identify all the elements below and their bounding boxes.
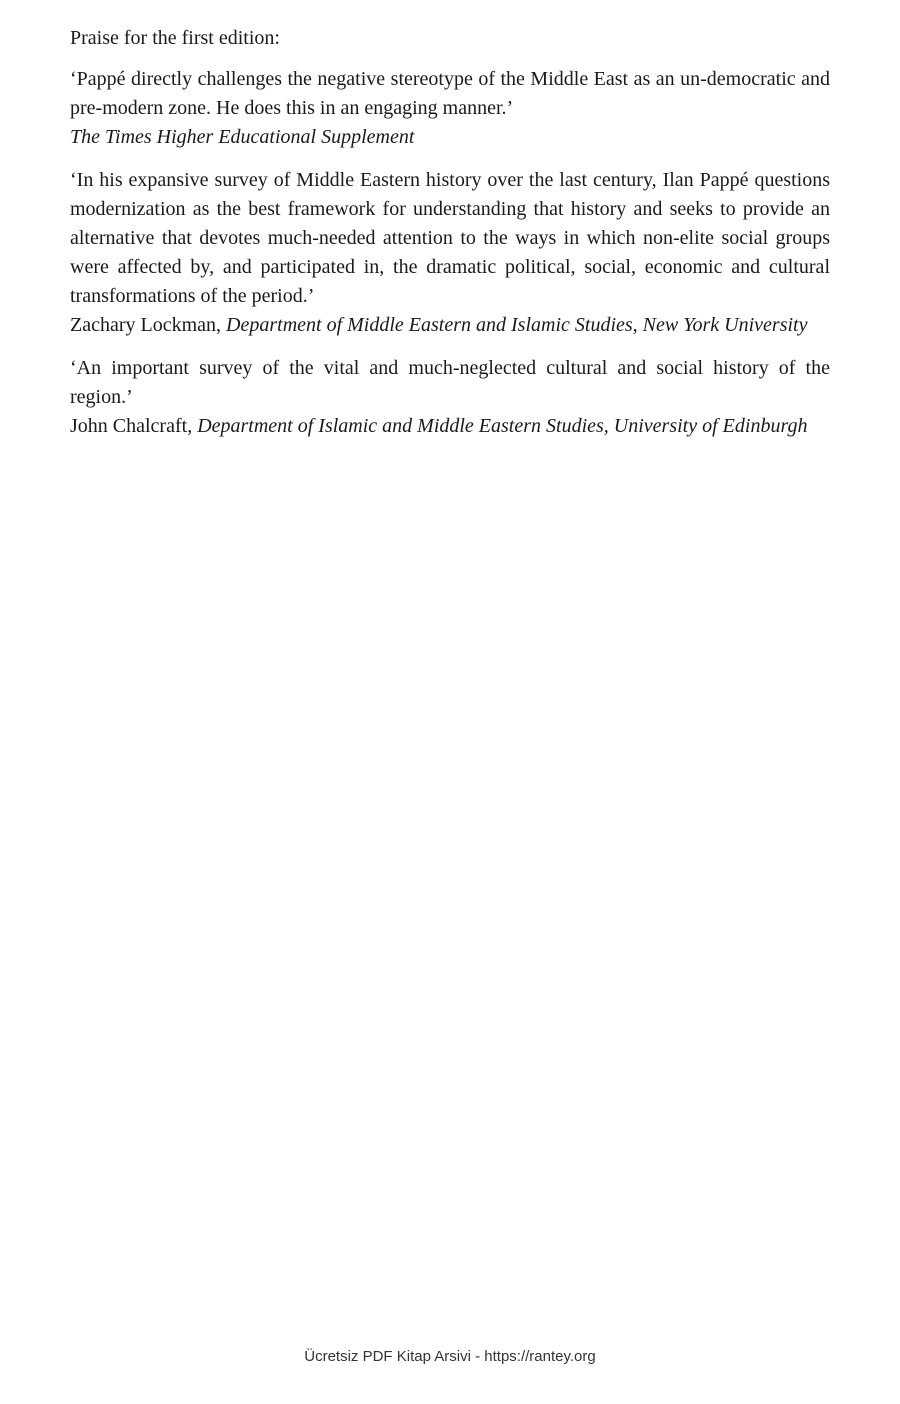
blurb-source-name: John Chalcraft, [70,415,193,437]
blurb-quote: ‘An important survey of the vital and much-neglected cultural and social history of the region.’ [70,357,830,408]
blurb-quote: ‘In his expansive survey of Middle Eastern history over the last century, Ilan Pappé questions modernization as the best framework for understanding that history and seeks to provide an alternative that devotes much-needed attention to the ways in which non-elite social groups were affected by, and participated in, the dramatic political, social, economic and cultural transformations of the period.’ [70,169,830,307]
blurb-source-name: Zachary Lockman, [70,314,222,336]
blurb-source [70,311,830,340]
blurb-times-higher [70,65,830,152]
blurb-chalcraft [70,354,830,441]
blurb-source [70,412,830,441]
praise-page [70,24,830,455]
blurb-quote: ‘Pappé directly challenges the negative stereotype of the Middle East as an un-democratic and pre-modern zone. He does this in an engaging manner.’ [70,68,830,119]
blurb-source-affiliation: The Times Higher Educational Supplement [70,126,415,148]
footer-watermark-link[interactable]: Ücretsiz PDF Kitap Arsivi - https://rantey.org [304,1348,596,1365]
blurb-lockman [70,166,830,340]
blurb-source-affiliation: Department of Islamic and Middle Eastern Studies, University of Edinburgh [197,415,808,437]
praise-heading: Praise for the first edition: [70,27,280,49]
blurb-source-affiliation: Department of Middle Eastern and Islamic Studies, New York University [226,314,808,336]
blurb-source [70,123,830,152]
